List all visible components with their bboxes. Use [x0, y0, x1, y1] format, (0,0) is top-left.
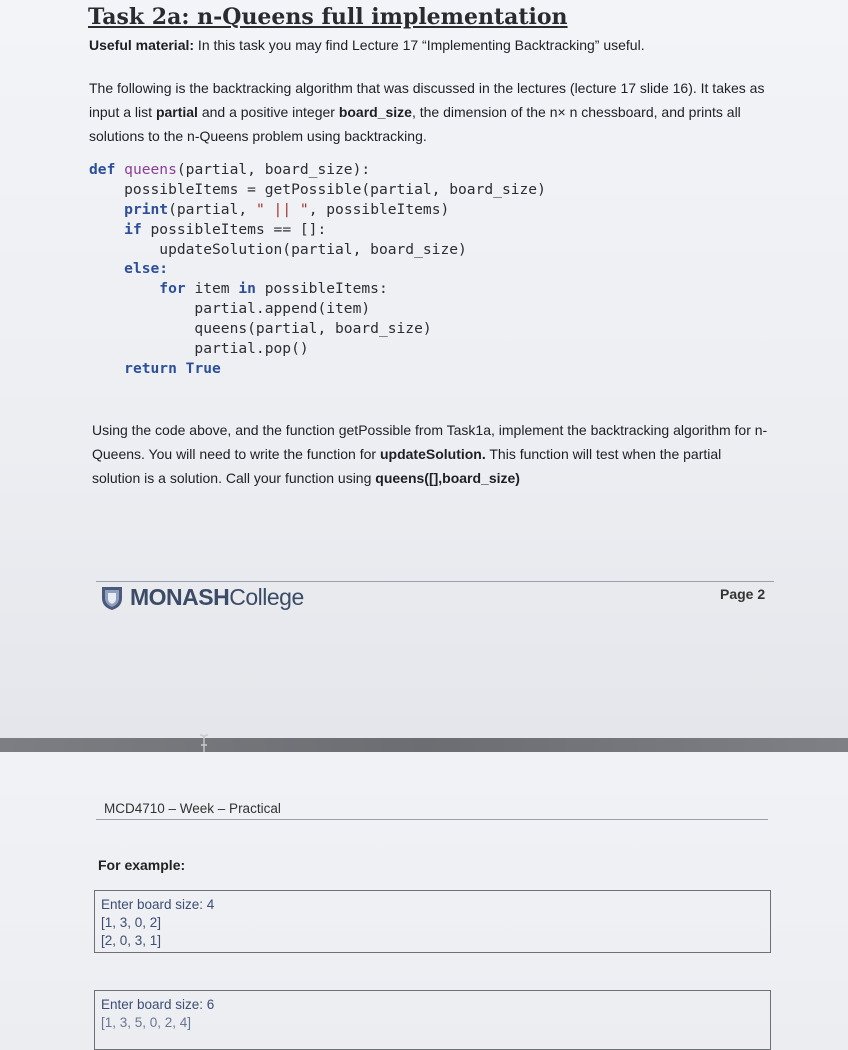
intro-bold-partial: partial [155, 104, 198, 120]
code-line-7: for item in possibleItems: [159, 280, 388, 298]
instructions-bold-call: queens([],board_size) [375, 470, 520, 486]
code-line-9: queens(partial, board_size) [89, 320, 432, 338]
code-line-3: print(partial, " || ", possibleItems) [124, 200, 450, 218]
example-output-box-1 [94, 890, 771, 953]
example2-line-2: [1, 3, 5, 0, 2, 4] [101, 1015, 192, 1030]
intro-bold-board-size: board_size [338, 104, 412, 120]
footer-divider [96, 581, 774, 582]
example-output-box-2 [94, 990, 771, 1050]
instructions-bold-update-solution: updateSolution. [379, 446, 486, 462]
code-line-6: else: [124, 260, 169, 278]
useful-material-text: In this task you may find Lecture 17 “Implementing Backtracking” useful. [194, 37, 645, 53]
page-separator [0, 738, 848, 752]
example1-line-1: Enter board size: 4 [101, 897, 215, 912]
intro-text-2: and a positive integer [197, 104, 339, 120]
example-label: For example: [98, 857, 186, 873]
useful-material-line [89, 37, 645, 53]
code-line-1: def queens(partial, board_size): [89, 161, 371, 178]
logo-monash-text: MONASH [130, 584, 230, 610]
code-line-4: if possibleItems == []: [124, 220, 327, 238]
logo-college-text: College [229, 584, 304, 610]
monash-college-logo [100, 584, 304, 611]
code-block [89, 160, 546, 379]
task-title: Task 2a: n-Queens full implementation [88, 4, 568, 30]
document-page-2 [0, 752, 848, 1030]
example1-line-2: [1, 3, 0, 2] [101, 915, 162, 930]
useful-material-label: Useful material: [89, 37, 195, 53]
header-divider [96, 819, 768, 820]
page-number: Page 2 [720, 586, 766, 602]
code-line-2: possibleItems = getPossible(partial, board_size) [89, 180, 546, 198]
example1-line-3: [2, 0, 3, 1] [101, 933, 162, 948]
shield-icon [100, 585, 124, 611]
code-line-10: partial.pop() [89, 340, 309, 358]
code-line-8: partial.append(item) [89, 300, 371, 318]
code-line-11: return True [124, 359, 221, 377]
code-line-5: updateSolution(partial, board_size) [89, 240, 467, 258]
page-header: MCD4710 – Week – Practical [104, 801, 281, 816]
intro-text-3: , the dimension of the n× n chessboard, and prints all solutions to the n-Queens problem using backtracking. [89, 104, 741, 144]
intro-text-1: The following is the backtracking algorithm that was discussed in the lectures (lecture 17 slide 16). It takes as input a list [89, 80, 765, 120]
instructions-text-1: Using the code above, and the function getPossible from Task1a, implement the backtracking algorithm for n-Queens. You will need to write the function for [92, 422, 768, 462]
task-instructions-paragraph [92, 418, 772, 490]
intro-paragraph [89, 76, 789, 148]
instructions-text-2: This function will test when the partial solution is a solution. Call your function using [92, 446, 722, 486]
example2-line-1: Enter board size: 6 [101, 997, 215, 1012]
